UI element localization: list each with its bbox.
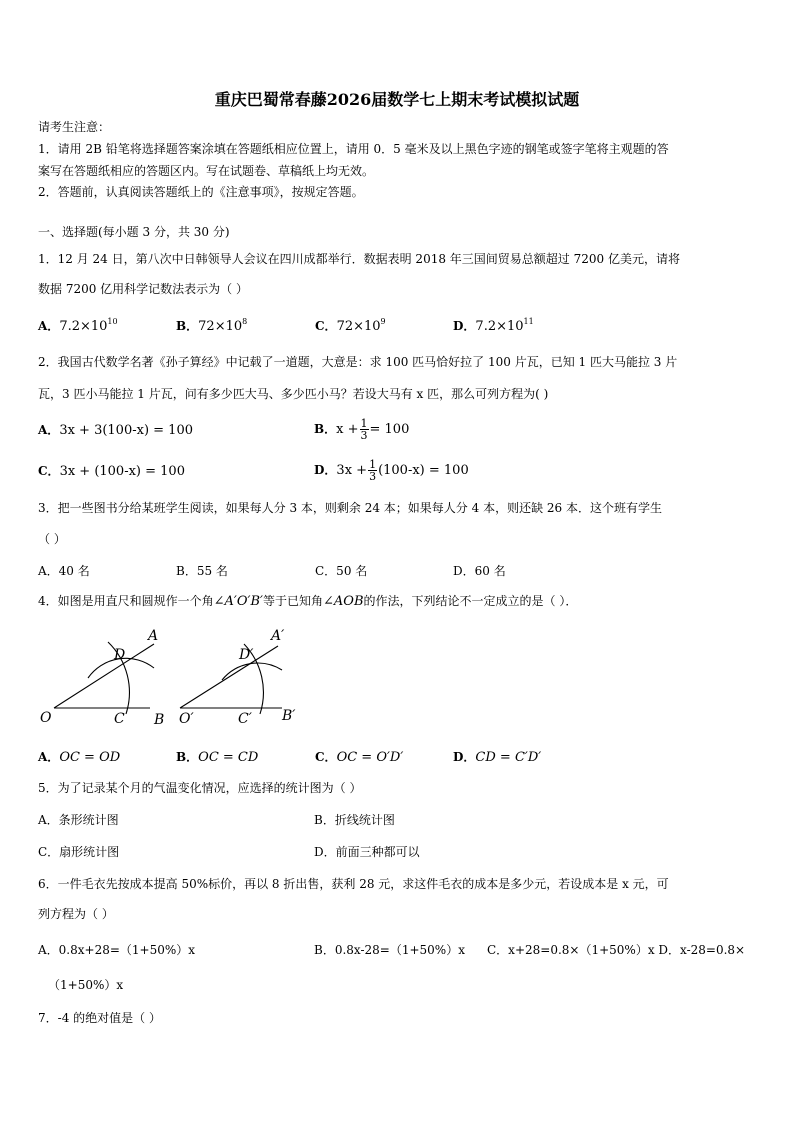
q2-line-1: 2．我国古代数学名著《孙子算经》中记载了一道题，大意是：求 100 匹马恰好拉了 100 片瓦，已知 1 匹大马能拉 3 片 xyxy=(38,355,678,369)
q5-option-d: D．前面三种都可以 xyxy=(314,845,420,859)
section-heading: 一、选择题(每小题 3 分，共 30 分) xyxy=(38,225,230,239)
label-o: O xyxy=(40,710,52,726)
q2-option-d: D．3x + $\frac{1}{3}$ (100-x) = 100 xyxy=(314,458,469,483)
q6-option-d-continued: （1+50%）x xyxy=(48,978,124,992)
label-c: C xyxy=(114,711,125,727)
q6-line-1: 6．一件毛衣先按成本提高 50%标价，再以 8 折出售，获利 28 元，求这件毛衣的成本是多少元，若设成本是 x 元，可 xyxy=(38,877,669,891)
q1-option-b: B．$72\times 10^8$ xyxy=(176,317,248,334)
q5-option-b: B．折线统计图 xyxy=(314,813,395,827)
arc-centered-c2 xyxy=(222,663,282,680)
q4-stem: 4．如图是用直尺和圆规作一个角∠A′O′B′等于已知角∠AOB的作法，下列结论不一定成立的是（ ）． xyxy=(38,594,578,609)
q3-option-d: D．60 名 xyxy=(453,564,506,578)
label-d: D xyxy=(114,647,126,663)
q6-option-a: A．0.8x+28=（1+50%）x xyxy=(38,943,196,957)
label-a2: A′ xyxy=(271,628,285,644)
notice-line-1a: 1．请用 2B 铅笔将选择题答案涂填在答题纸相应位置上，请用 0．5 毫米及以上黑色字迹的钢笔或签字笔将主观题的答 xyxy=(38,142,669,156)
q6-line-2: 列方程为（ ） xyxy=(38,907,114,921)
original-angle xyxy=(54,642,154,714)
q3-line-2: （ ） xyxy=(38,532,66,546)
q1-line-1: 1．12 月 24 日，第八次中日韩领导人会议在四川成都举行．数据表明 2018 年三国间贸易总额超过 7200 亿美元，请将 xyxy=(38,252,680,266)
constructed-angle xyxy=(180,644,282,714)
label-b: B xyxy=(154,712,165,728)
q1-option-d: D．$7.2\times 10^{11}$ xyxy=(453,317,534,334)
label-c2: C′ xyxy=(238,711,252,727)
notice-heading: 请考生注意： xyxy=(38,120,111,134)
q6-option-b: B．0.8x-28=（1+50%）x xyxy=(314,943,465,957)
q7-line-1: 7．-4 的绝对值是（ ） xyxy=(38,1011,161,1025)
label-d2: D′ xyxy=(239,647,254,663)
notice-line-2: 2．答题前，认真阅读答题纸上的《注意事项》，按规定答题。 xyxy=(38,185,364,199)
q2-option-c: C．3x + (100-x) = 100 xyxy=(38,464,185,479)
q1-option-c: C．$72\times 10^9$ xyxy=(315,317,386,334)
label-o2: O′ xyxy=(179,711,194,727)
q3-option-c: C．50 名 xyxy=(315,564,368,578)
q4-figure xyxy=(36,622,316,732)
q6-option-cd: C．x+28=0.8×（1+50%）x D．x-28=0.8× xyxy=(487,943,746,957)
q2-line-2: 瓦，3 匹小马能拉 1 片瓦，问有多少匹大马、多少匹小马？若设大马有 x 匹，那么可列方程为( ) xyxy=(38,387,549,401)
page-title: 重庆巴蜀常春藤2026届数学七上期末考试模拟试题 xyxy=(214,90,580,109)
notice-line-1b: 案写在答题纸相应的答题区内。写在试题卷、草稿纸上均无效。 xyxy=(38,164,375,178)
q3-option-b: B．55 名 xyxy=(176,564,228,578)
q1-option-a: A．$7.2\times 10^{10}$ xyxy=(38,317,118,334)
q4-option-c: C．OC = O′D′ xyxy=(315,750,404,765)
q4-option-a: A．OC = OD xyxy=(38,750,121,765)
q2-option-b: B．x + $\frac{1}{3}$ = 100 xyxy=(314,417,410,442)
q4-option-b: B．OC = CD xyxy=(176,750,259,765)
q5-option-c: C．扇形统计图 xyxy=(38,845,120,859)
q5-line-1: 5．为了记录某个月的气温变化情况，应选择的统计图为（ ） xyxy=(38,781,362,795)
q2-d-fraction: $\frac{1}{3}$ xyxy=(369,458,377,483)
ray-oa xyxy=(54,644,154,708)
q2-option-a: A．3x + 3(100-x) = 100 xyxy=(38,423,193,438)
label-a: A xyxy=(148,628,159,644)
q4-option-d: D．CD = C′D′ xyxy=(453,750,542,765)
q1-line-2: 数据 7200 亿用科学记数法表示为（ ） xyxy=(38,282,248,296)
q5-option-a: A．条形统计图 xyxy=(38,813,119,827)
q2-b-fraction: $\frac{1}{3}$ xyxy=(360,417,368,442)
q3-line-1: 3．把一些图书分给某班学生阅读，如果每人分 3 本，则剩余 24 本；如果每人分 4 本，则还缺 26 本．这个班有学生 xyxy=(38,501,662,515)
q3-option-a: A．40 名 xyxy=(38,564,90,578)
label-b2: B′ xyxy=(282,708,296,724)
